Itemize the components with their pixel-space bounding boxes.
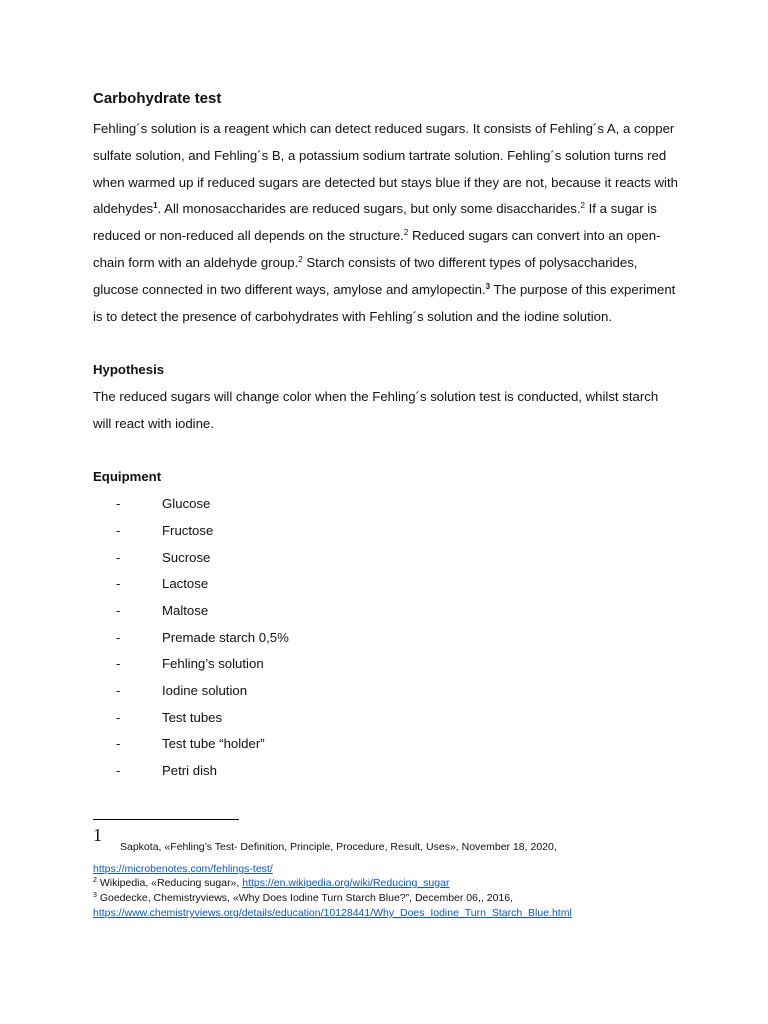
list-marker: - (116, 549, 121, 565)
footnote-1-link-line (93, 862, 693, 876)
list-item-text: Iodine solution (162, 683, 248, 699)
list-item-text: Test tube “holder” (162, 736, 265, 752)
list-item (93, 651, 678, 678)
list-item-text: Sucrose (162, 549, 211, 565)
list-item-text: Lactose (162, 576, 209, 592)
list-item-text: Fructose (162, 522, 214, 538)
footnote-ref-2c[interactable]: 2 (298, 254, 303, 264)
intro-text-5: Starch consists of two different types of polysaccharides, glucose connected in two different ways, amylose and amylopectin. (93, 254, 638, 297)
list-item (93, 491, 678, 518)
footnote-ref-3[interactable]: 3 (485, 281, 491, 291)
intro-text-3: If a sugar is reduced or non-reduced all depends on the structure. (93, 201, 657, 244)
list-item (93, 625, 678, 652)
list-item (93, 518, 678, 545)
hypothesis-heading: Hypothesis (93, 362, 165, 378)
spacer (93, 438, 678, 465)
list-item-text: Test tubes (162, 709, 223, 725)
footnote-number-2: 2 (93, 877, 97, 884)
list-item-text: Petri dish (162, 763, 217, 779)
document-body (93, 86, 678, 785)
intro-text-6: The purpose of this experiment is to detect the presence of carbohydrates with Fehling´s solution and the iodine solution. (93, 281, 676, 324)
footnote-ref-2b[interactable]: 2 (403, 228, 409, 238)
list-item-text: Fehling’s solution (162, 656, 264, 672)
equipment-heading: Equipment (93, 469, 162, 485)
list-item-text: Maltose (162, 602, 209, 618)
list-marker: - (116, 683, 121, 699)
page-title: Carbohydrate test (93, 90, 222, 107)
footnote-2-link[interactable]: https://en.wikipedia.org/wiki/Reducing_sugar (242, 877, 450, 889)
footnote-separator (93, 819, 239, 820)
footnote-1-link[interactable]: https://microbenotes.com/fehlings-test/ (93, 863, 273, 875)
footnote-ref-1[interactable]: 1 (153, 201, 158, 211)
list-marker: - (116, 496, 121, 512)
footnote-1-text: Sapkota, «Fehling’s Test- Definition, Principle, Procedure, Result, Uses», November 18, 2020, (120, 841, 557, 853)
list-marker: - (116, 656, 121, 672)
footnote-2 (93, 876, 693, 890)
list-marker: - (116, 522, 121, 538)
list-item (93, 705, 678, 732)
list-item (93, 678, 678, 705)
intro-text-4: Reduced sugars can convert into an open-chain form with an aldehyde group. (93, 228, 661, 270)
list-item (93, 731, 678, 758)
hypothesis-text: The reduced sugars will change color when the Fehling´s solution test is conducted, whilst starch will react with iodine. (93, 388, 659, 431)
footnote-3-link[interactable]: https://www.chemistryviews.org/details/education/10128441/Why_Does_Iodine_Turn_Starch_Blue.html (93, 907, 572, 919)
footnote-3-text: Goedecke, Chemistryviews, «Why Does Iodine Turn Starch Blue?”, December 06,, 2016, (96, 892, 514, 904)
footnote-3-link-line (93, 906, 693, 920)
list-marker: - (116, 709, 121, 725)
list-marker: - (116, 576, 121, 592)
list-marker: - (116, 602, 121, 618)
footnote-number-1: 1 (93, 825, 102, 845)
footnote-ref-2[interactable]: 2 (580, 201, 585, 211)
footnote-2-text: Wikipedia, «Reducing sugar», (96, 877, 243, 889)
list-item (93, 545, 678, 572)
list-item (93, 571, 678, 598)
list-marker: - (116, 763, 121, 779)
list-item-text: Premade starch 0,5% (162, 629, 289, 645)
intro-text-1: Fehling´s solution is a reagent which can detect reduced sugars. It consists of Fehling´s A, a copper sulfate solution, and Fehling´s B, a potassium sodium tartrate solution. Fehling´s solution turns red when warmed up if reduced sugars are detected but stays blue if they are not, because it reacts with aldehydes (93, 121, 678, 217)
intro-text-2: . All monosaccharides are reduced sugars, but only some disaccharides. (157, 201, 581, 217)
intro-paragraph (93, 116, 678, 330)
list-item-text: Glucose (162, 496, 211, 512)
footnote-number-3: 3 (93, 892, 97, 899)
footnote-3 (93, 891, 693, 905)
list-item (93, 598, 678, 625)
list-marker: - (116, 736, 121, 752)
spacer (93, 330, 678, 357)
list-marker: - (116, 629, 121, 645)
equipment-list (93, 491, 678, 785)
list-item (93, 758, 678, 785)
